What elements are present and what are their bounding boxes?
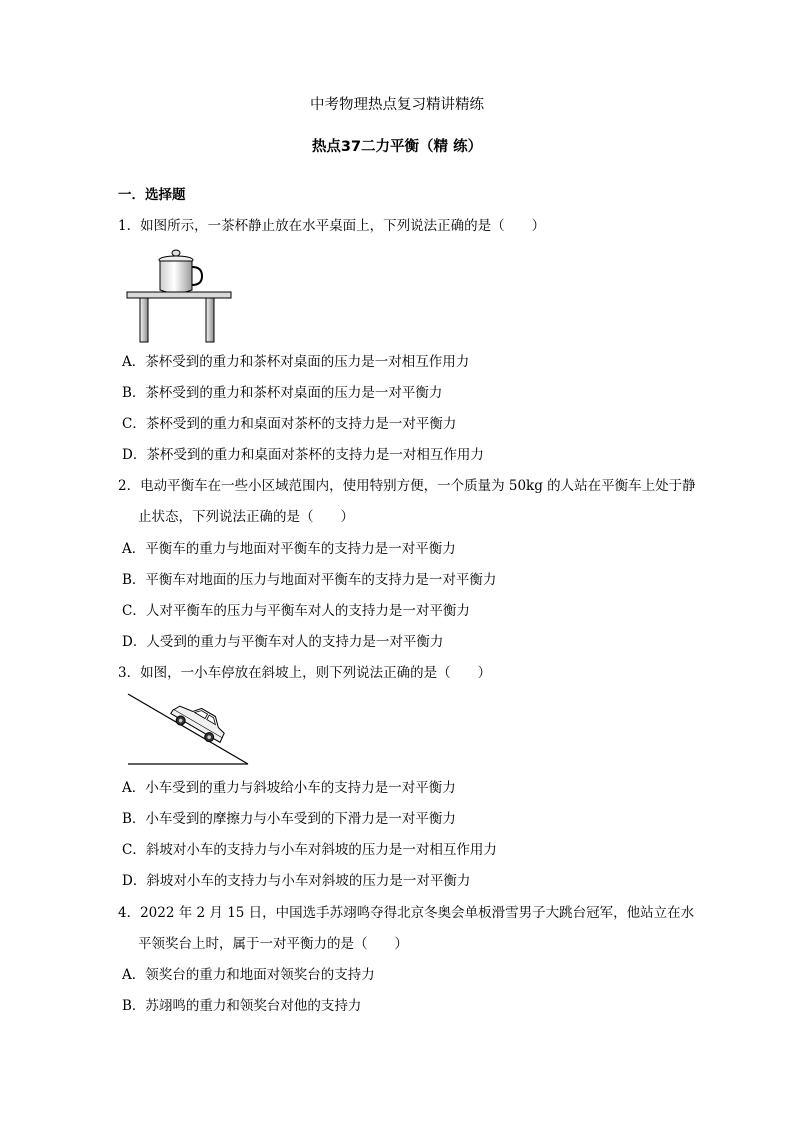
question-1-option-a: A．茶杯受到的重力和茶杯对桌面的压力是一对相互作用力 (122, 354, 470, 370)
document-title: 中考物理热点复习精讲精练 (310, 97, 484, 113)
question-4-stem-line-2: 平领奖台上时，属于一对平衡力的是（ ） (138, 936, 408, 952)
question-2-option-a: A．平衡车的重力与地面对平衡车的支持力是一对平衡力 (122, 541, 456, 557)
question-4-option-b: B．苏翊鸣的重力和领奖台对他的支持力 (122, 998, 362, 1014)
question-2-option-d: D．人受到的重力与平衡车对人的支持力是一对平衡力 (122, 634, 444, 650)
question-2-stem-line-1: 2．电动平衡车在一些小区域范围内，使用特别方便，一个质量为 50kg 的人站在平衡车上处于静 (118, 478, 696, 494)
question-3-stem: 3．如图，一小车停放在斜坡上，则下列说法正确的是（ ） (118, 665, 492, 681)
question-3-option-d: D．斜坡对小车的支持力与小车对斜坡的压力是一对平衡力 (122, 873, 471, 889)
question-2-option-c: C．人对平衡车的压力与平衡车对人的支持力是一对平衡力 (122, 603, 470, 619)
document-subtitle: 热点37二力平衡（精 练） (311, 139, 483, 155)
question-3-option-c: C．斜坡对小车的支持力与小车对斜坡的压力是一对相互作用力 (122, 842, 497, 858)
question-1-option-c: C．茶杯受到的重力和桌面对茶杯的支持力是一对平衡力 (122, 416, 457, 432)
question-2-option-b: B．平衡车对地面的压力与地面对平衡车的支持力是一对平衡力 (122, 572, 497, 588)
cup-on-table-figure (124, 248, 234, 344)
question-1-option-b: B．茶杯受到的重力和茶杯对桌面的压力是一对平衡力 (122, 385, 443, 401)
question-1-option-d: D．茶杯受到的重力和桌面对茶杯的支持力是一对相互作用力 (122, 447, 484, 463)
question-4-stem-line-1: 4．2022 年 2 月 15 日，中国选手苏翊鸣夺得北京冬奥会单板滑雪男子大跳台冠军，他站立在水 (118, 905, 695, 921)
car-on-slope-figure (126, 692, 252, 768)
question-2-stem-line-2: 止状态，下列说法正确的是（ ） (138, 509, 354, 525)
question-3-option-b: B．小车受到的摩擦力与小车受到的下滑力是一对平衡力 (122, 811, 456, 827)
question-4-option-a: A．领奖台的重力和地面对领奖台的支持力 (122, 967, 375, 983)
section-heading: 一．选择题 (118, 187, 186, 203)
question-3-option-a: A．小车受到的重力与斜坡给小车的支持力是一对平衡力 (122, 780, 456, 796)
question-1-stem: 1．如图所示，一茶杯静止放在水平桌面上，下列说法正确的是（ ） (118, 218, 546, 234)
